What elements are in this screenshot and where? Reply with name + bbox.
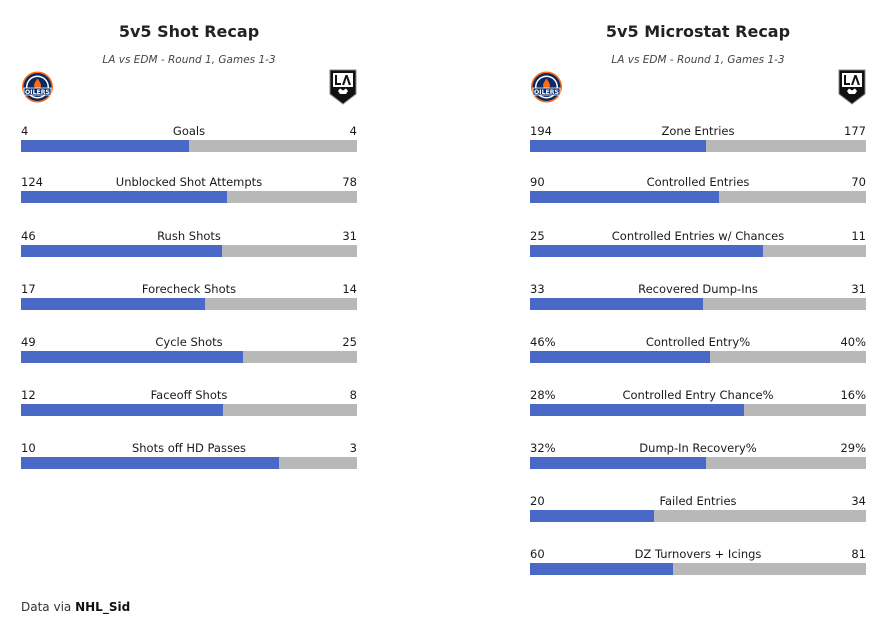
stat-label: Shots off HD Passes [131, 441, 247, 455]
edm-value: 124 [21, 175, 43, 189]
la-value: 177 [844, 124, 866, 138]
stat-row-dz-turnovers-icings [530, 547, 866, 577]
stat-bar [530, 191, 866, 203]
stat-bar [530, 404, 866, 416]
edm-value: 60 [530, 547, 545, 561]
edm-share-bar [530, 191, 719, 203]
stat-row-forecheck-shots [21, 282, 357, 312]
edm-value: 20 [530, 494, 545, 508]
la-value: 81 [851, 547, 866, 561]
edm-value: 194 [530, 124, 552, 138]
edm-share-bar [530, 457, 706, 469]
stat-row-controlled-entry-pct [530, 335, 866, 365]
stat-bar [530, 563, 866, 575]
stat-row-unblocked-shot-attempts [21, 175, 357, 205]
stat-label: Zone Entries [661, 124, 735, 138]
edm-share-bar [530, 298, 703, 310]
stat-bar [530, 351, 866, 363]
stat-bar [21, 351, 357, 363]
oilers-logo-icon [530, 69, 563, 105]
edm-value: 12 [21, 388, 36, 402]
stat-label: DZ Turnovers + Icings [634, 547, 762, 561]
edm-value: 4 [21, 124, 29, 138]
stat-bar [530, 245, 866, 257]
edm-share-bar [21, 140, 189, 152]
la-value: 29% [840, 441, 866, 455]
la-value: 8 [349, 388, 357, 402]
edm-share-bar [21, 457, 279, 469]
stat-label: Rush Shots [157, 229, 221, 243]
stat-bar [21, 245, 357, 257]
stat-label: Failed Entries [659, 494, 737, 508]
stat-bar [21, 404, 357, 416]
edm-value: 46 [21, 229, 36, 243]
chart-title: 5v5 Microstat Recap [605, 22, 791, 41]
la-value: 25 [342, 335, 357, 349]
stat-label: Faceoff Shots [150, 388, 228, 402]
stat-row-rush-shots [21, 229, 357, 259]
stat-label: Controlled Entry Chance% [622, 388, 774, 402]
stat-row-controlled-entries-chances [530, 229, 866, 259]
la-value: 14 [342, 282, 357, 296]
stat-bar [530, 457, 866, 469]
edm-share-bar [21, 298, 205, 310]
edm-share-bar [530, 563, 673, 575]
stat-row-shots-off-hd-passes [21, 441, 357, 471]
stat-label: Cycle Shots [155, 335, 223, 349]
edm-value: 25 [530, 229, 545, 243]
edm-value: 49 [21, 335, 36, 349]
stat-label: Forecheck Shots [141, 282, 237, 296]
stat-bar [530, 510, 866, 522]
chart-subtitle: LA vs EDM - Round 1, Games 1-3 [102, 54, 276, 66]
stat-label: Controlled Entries w/ Chances [611, 229, 785, 243]
stat-label: Goals [172, 124, 206, 138]
edm-share-bar [530, 510, 654, 522]
stat-bar [21, 457, 357, 469]
la-value: 70 [851, 175, 866, 189]
edm-value: 28% [530, 388, 556, 402]
stat-bar [21, 191, 357, 203]
stat-bar [21, 298, 357, 310]
la-value: 34 [851, 494, 866, 508]
edm-value: 46% [530, 335, 556, 349]
stat-bar [21, 140, 357, 152]
chart-title: 5v5 Shot Recap [118, 22, 260, 41]
edm-share-bar [530, 404, 744, 416]
la-value: 11 [851, 229, 866, 243]
la-value: 31 [851, 282, 866, 296]
edm-share-bar [530, 351, 710, 363]
edm-share-bar [21, 351, 243, 363]
oilers-logo-icon [21, 69, 54, 105]
edm-share-bar [21, 191, 227, 203]
stat-bar [530, 140, 866, 152]
stat-bar [530, 298, 866, 310]
la-value: 16% [840, 388, 866, 402]
stat-row-dump-in-recovery-pct [530, 441, 866, 471]
la-value: 4 [349, 124, 357, 138]
stat-row-controlled-entry-chance-pct [530, 388, 866, 418]
stat-label: Controlled Entry% [645, 335, 751, 349]
svg-text:OILERS: OILERS [25, 88, 50, 96]
edm-share-bar [530, 140, 706, 152]
la-value: 40% [840, 335, 866, 349]
stat-row-failed-entries [530, 494, 866, 524]
stat-row-recovered-dump-ins [530, 282, 866, 312]
edm-value: 32% [530, 441, 556, 455]
edm-value: 10 [21, 441, 36, 455]
kings-logo-icon [838, 69, 866, 105]
stat-row-controlled-entries [530, 175, 866, 205]
edm-share-bar [21, 404, 223, 416]
edm-share-bar [21, 245, 222, 257]
stat-row-goals [21, 124, 357, 154]
data-source-footer [21, 600, 130, 614]
la-value: 3 [349, 441, 357, 455]
edm-share-bar [530, 245, 763, 257]
edm-value: 17 [21, 282, 36, 296]
footer-source: NHL_Sid [75, 600, 131, 614]
kings-logo-icon [329, 69, 357, 105]
svg-text:OILERS: OILERS [534, 88, 559, 96]
stat-row-zone-entries [530, 124, 866, 154]
chart-subtitle: LA vs EDM - Round 1, Games 1-3 [611, 54, 785, 66]
stat-label: Controlled Entries [646, 175, 750, 189]
edm-value: 33 [530, 282, 545, 296]
edm-value: 90 [530, 175, 545, 189]
stat-row-faceoff-shots [21, 388, 357, 418]
la-value: 31 [342, 229, 357, 243]
stat-label: Dump-In Recovery% [639, 441, 757, 455]
stat-label: Unblocked Shot Attempts [115, 175, 263, 189]
la-value: 78 [342, 175, 357, 189]
stat-label: Recovered Dump-Ins [638, 282, 758, 296]
stat-row-cycle-shots [21, 335, 357, 365]
footer-prefix: Data via [21, 600, 72, 614]
